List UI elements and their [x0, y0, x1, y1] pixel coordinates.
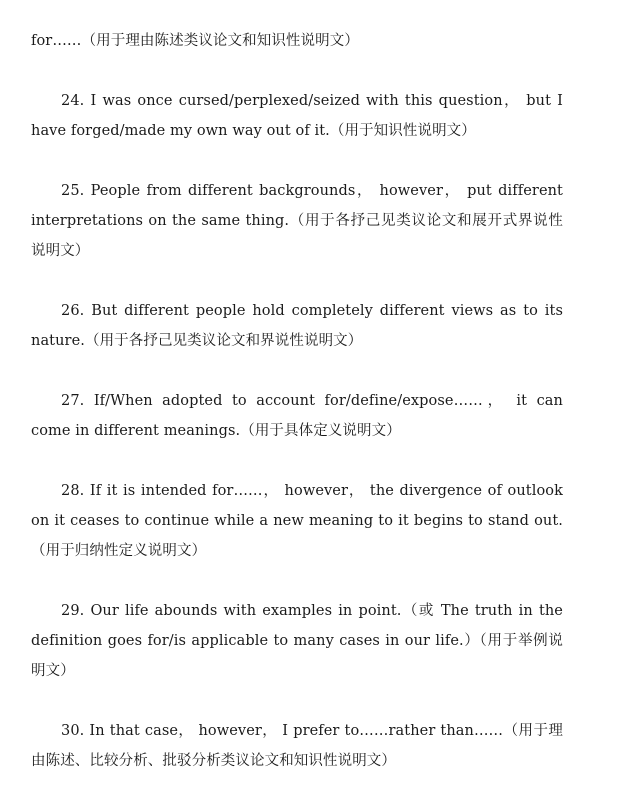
paragraph-26: 26. But different people hold completely different views as to its nature.（用于各抒己见类议论文和界说性说明文） — [31, 303, 563, 349]
paragraph-27: 27. If/When adopted to account for/define/expose……， it can come in different meanings.（用于具体定义说明文） — [31, 393, 563, 439]
document-body — [31, 26, 563, 776]
paragraph-28: 28. If it is intended for……， however， the divergence of outlook on it ceases to continue while a new meaning to it begins to stand out.（用于归纳性定义说明文） — [31, 483, 563, 559]
paragraph-gap — [31, 356, 563, 386]
paragraph-25: 25. People from different backgrounds， however， put different interpretations on the same thing.（用于各抒己见类议论文和展开式界说性说明文） — [31, 183, 563, 259]
paragraph-24: 24. I was once cursed/perplexed/seized with this question， but I have forged/made my own way out of it.（用于知识性说明文） — [31, 93, 563, 139]
paragraph-gap — [31, 266, 563, 296]
paragraph-23-continuation: for……（用于理由陈述类议论文和知识性说明文） — [31, 33, 359, 49]
paragraph-30: 30. In that case， however， I prefer to……rather than……（用于理由陈述、比较分析、批驳分析类议论文和知识性说明文） — [31, 723, 563, 769]
paragraph-29: 29. Our life abounds with examples in point.（或 The truth in the definition goes for/is applicable to many cases in our life.）（用于举例说明文） — [31, 603, 563, 679]
paragraph-gap — [31, 446, 563, 476]
paragraph-gap — [31, 146, 563, 176]
paragraph-gap — [31, 566, 563, 596]
paragraph-gap — [31, 686, 563, 716]
paragraph-gap — [31, 56, 563, 86]
